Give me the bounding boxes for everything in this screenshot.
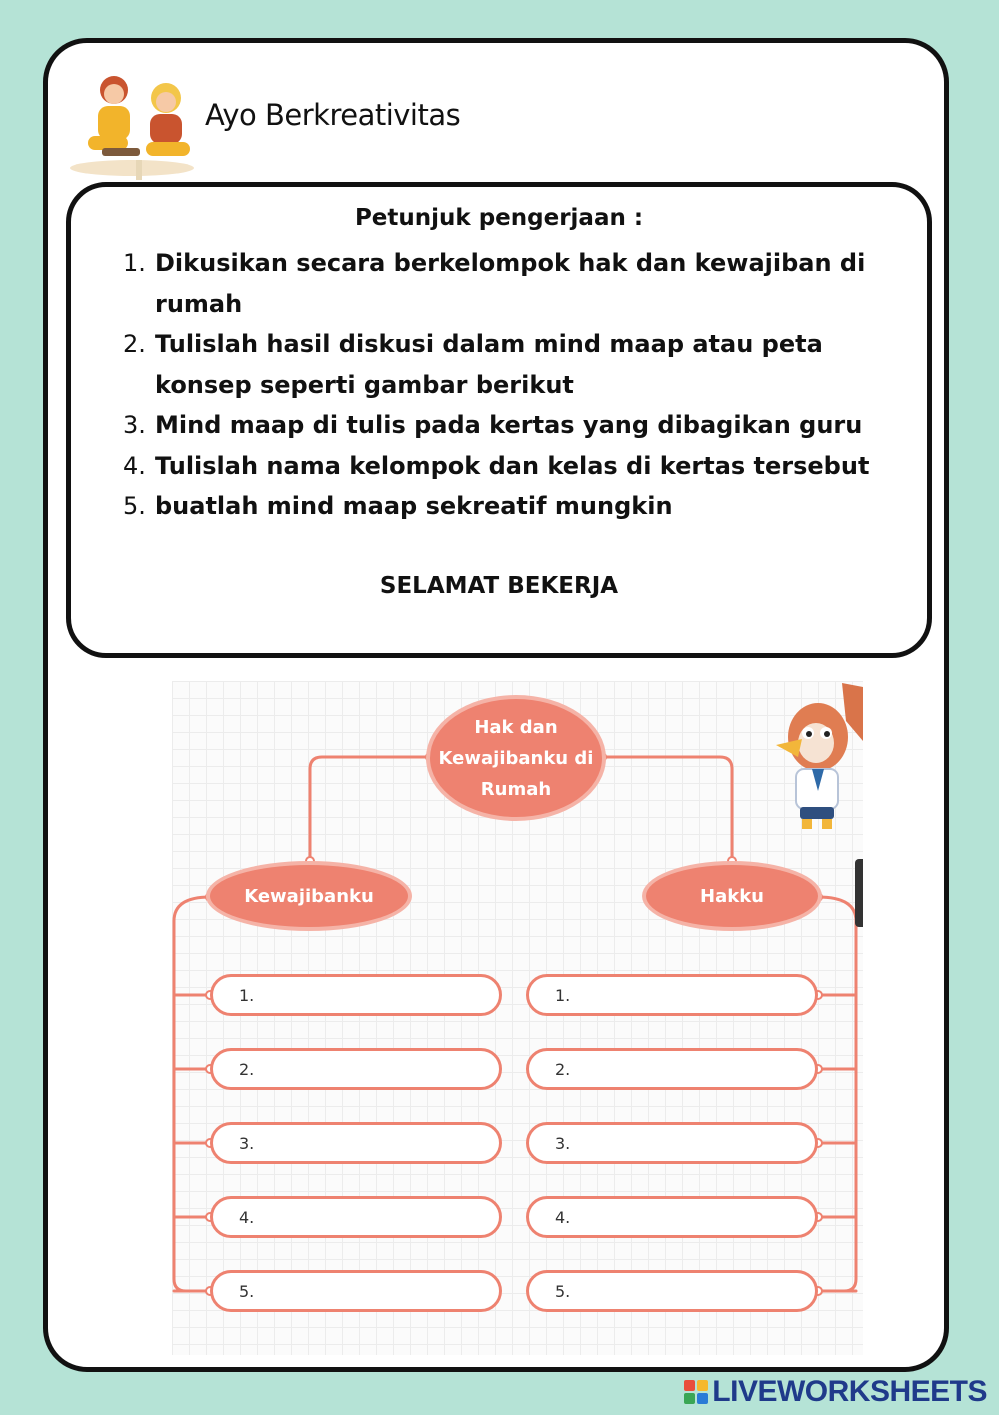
obligation-slot-4[interactable]: 4. xyxy=(210,1196,502,1238)
instruction-step xyxy=(123,405,923,446)
instructions-list xyxy=(123,243,923,527)
instruction-step xyxy=(123,486,923,527)
right-slot-4[interactable]: 4. xyxy=(526,1196,818,1238)
right-slot-5[interactable]: 5. xyxy=(526,1270,818,1312)
mind-map xyxy=(172,681,863,1355)
step-text: buatlah mind maap sekreatif mungkin xyxy=(155,492,673,520)
step-text: Dikusikan secara berkelompok hak dan kewajiban di rumah xyxy=(155,249,866,318)
brand-footer xyxy=(684,1374,987,1410)
obligations-node: Kewajibanku xyxy=(210,865,408,927)
liveworksheets-logo-icon xyxy=(684,1380,708,1404)
step-number: 2. xyxy=(123,330,146,358)
step-number: 4. xyxy=(123,451,146,480)
right-slot-1[interactable]: 1. xyxy=(526,974,818,1016)
step-number: 3. xyxy=(123,411,146,439)
instructions-box xyxy=(66,182,932,658)
right-slot-3[interactable]: 3. xyxy=(526,1122,818,1164)
eagle-mascot-illustration xyxy=(772,681,863,831)
step-number: 1. xyxy=(123,249,146,277)
obligation-slot-2[interactable]: 2. xyxy=(210,1048,502,1090)
right-slot-2[interactable]: 2. xyxy=(526,1048,818,1090)
closing-message: SELAMAT BEKERJA xyxy=(379,573,619,599)
central-topic-node: Hak dan Kewajibanku di Rumah xyxy=(430,699,602,817)
rights-node: Hakku xyxy=(646,865,818,927)
step-text: Tulislah hasil diskusi dalam mind maap atau peta konsep seperti gambar berikut xyxy=(155,330,823,399)
step-text: Tulislah nama kelompok dan kelas di kertas tersebut xyxy=(155,451,870,480)
brand-name[interactable]: LIVEWORKSHEETS xyxy=(712,1375,987,1408)
instruction-step xyxy=(123,324,923,405)
page-title: Ayo Berkreativitas xyxy=(205,98,461,132)
children-playing-illustration xyxy=(62,68,202,180)
obligation-slot-1[interactable]: 1. xyxy=(210,974,502,1016)
side-scroll-tab[interactable] xyxy=(855,859,863,927)
instructions-heading: Petunjuk pengerjaan : xyxy=(354,205,644,231)
instruction-step xyxy=(123,243,923,324)
step-number: 5. xyxy=(123,492,146,520)
step-text: Mind maap di tulis pada kertas yang dibagikan guru xyxy=(155,411,863,439)
obligation-slot-5[interactable]: 5. xyxy=(210,1270,502,1312)
instruction-step xyxy=(123,446,923,487)
obligation-slot-3[interactable]: 3. xyxy=(210,1122,502,1164)
